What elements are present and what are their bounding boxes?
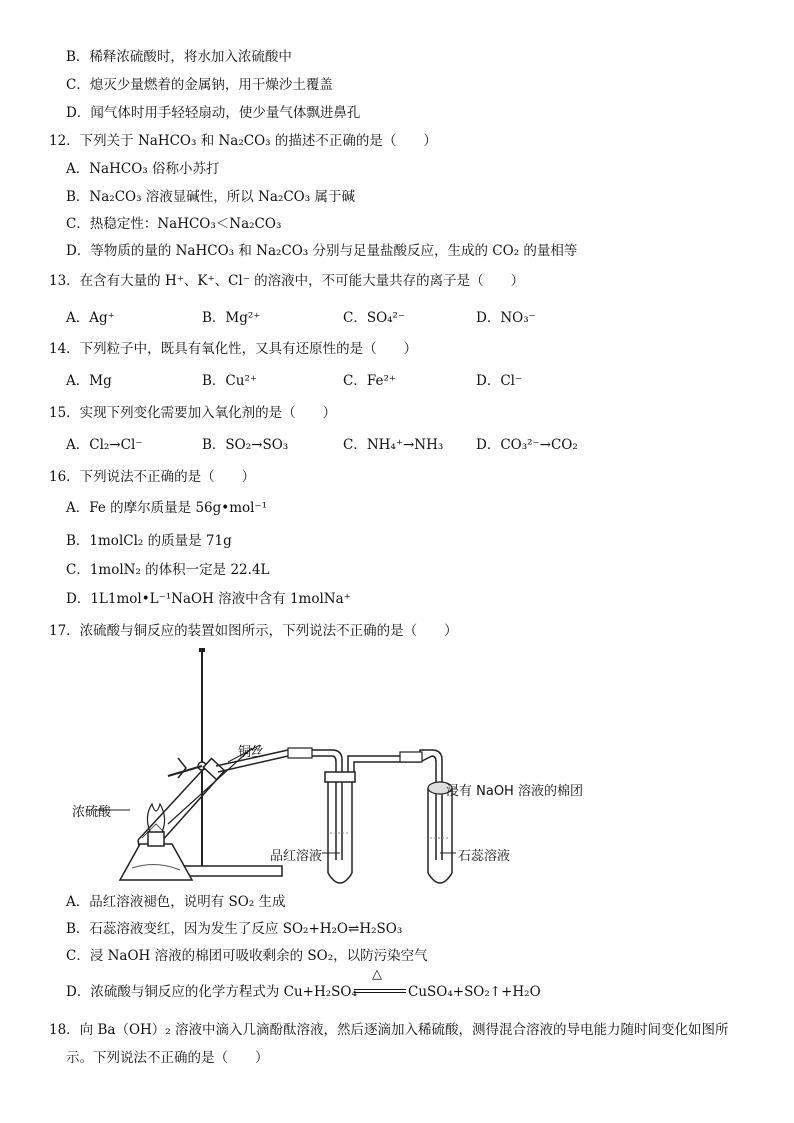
alcohol-lamp xyxy=(120,804,192,880)
label-copper-wire: 铜丝 xyxy=(238,745,265,760)
label-magenta: 品红溶液 xyxy=(270,849,323,864)
text-line-q18b: 示。下列说法不正确的是（ ） xyxy=(66,1050,269,1066)
text-line-q15: 15．实现下列变化需要加入氧化剂的是（ ） xyxy=(49,405,337,421)
text-line-q12c: C．热稳定性：NaHCO₃＜Na₂CO₃ xyxy=(66,216,282,232)
q15opts-option-2: C．NH₄⁺→NH₃ xyxy=(343,437,444,453)
experiment-apparatus-diagram xyxy=(60,648,620,893)
q14opts-option-0: A．Mg xyxy=(66,373,112,389)
text-line-q16a: A．Fe 的摩尔质量是 56g•mol⁻¹ xyxy=(66,500,268,516)
text-line-q12: 12．下列关于 NaHCO₃ 和 Na₂CO₃ 的描述不正确的是（ ） xyxy=(49,133,437,149)
stand-base xyxy=(178,866,282,876)
text-line-q17c: C．浸 NaOH 溶液的棉团可吸收剩余的 SO₂，以防污染空气 xyxy=(66,948,428,964)
q13opts-option-3: D．NO₃⁻ xyxy=(476,310,536,326)
magenta-test-tube xyxy=(325,772,355,883)
text-line-q12a: A．NaHCO₃ 俗称小苏打 xyxy=(66,161,220,177)
label-cotton: 浸有 NaOH 溶液的棉团 xyxy=(446,784,583,799)
q14opts-option-2: C．Fe²⁺ xyxy=(343,373,396,389)
q13opts-option-0: A．Ag⁺ xyxy=(66,310,115,326)
q15opts-option-3: D．CO₃²⁻→CO₂ xyxy=(476,437,578,453)
q14opts-option-1: B．Cu²⁺ xyxy=(202,373,257,389)
q17d-prefix: D．浓硫酸与铜反应的化学方程式为 Cu+H₂SO₄ xyxy=(66,984,357,1000)
text-line-q16c: C．1molN₂ 的体积一定是 22.4L xyxy=(66,562,270,578)
label-litmus: 石蕊溶液 xyxy=(458,849,511,864)
q17d-products: CuSO₄+SO₂↑+H₂O xyxy=(408,984,541,1000)
text-line-q17: 17．浓硫酸与铜反应的装置如图所示，下列说法不正确的是（ ） xyxy=(49,623,458,639)
q14opts-option-3: D．Cl⁻ xyxy=(476,373,523,389)
text-line-q12d: D．等物质的量的 NaHCO₃ 和 Na₂CO₃ 分别与足量盐酸反应，生成的 CO₂ 的量相等 xyxy=(66,243,578,259)
text-line-q11d: D．闻气体时用手轻轻扇动，使少量气体飘进鼻孔 xyxy=(66,105,361,121)
q13opts-option-2: C．SO₄²⁻ xyxy=(343,310,406,326)
text-line-q16b: B．1molCl₂ 的质量是 71g xyxy=(66,533,232,549)
text-line-q17a: A．品红溶液褪色，说明有 SO₂ 生成 xyxy=(66,894,286,910)
label-conc-acid: 浓硫酸 xyxy=(72,805,112,820)
q17-option-d xyxy=(66,983,357,1001)
q15opts-option-1: B．SO₂→SO₃ xyxy=(202,437,289,453)
text-line-q16d: D．1L1mol•L⁻¹NaOH 溶液中含有 1molNa⁺ xyxy=(66,591,351,607)
text-line-q11b: B．稀释浓硫酸时，将水加入浓硫酸中 xyxy=(66,49,292,65)
text-line-q17b: B．石蕊溶液变红，因为发生了反应 SO₂+H₂O⇌H₂SO₃ xyxy=(66,921,403,937)
text-line-q11c: C．熄灭少量燃着的金属钠，用干燥沙土覆盖 xyxy=(66,77,333,93)
q13opts-option-1: B．Mg²⁺ xyxy=(202,310,261,326)
text-line-q12b: B．Na₂CO₃ 溶液显碱性，所以 Na₂CO₃ 属于碱 xyxy=(66,189,355,205)
text-line-q13: 13．在含有大量的 H⁺、K⁺、Cl⁻ 的溶液中，不可能大量共存的离子是（ ） xyxy=(49,273,525,289)
text-line-q18: 18．向 Ba（OH）₂ 溶液中滴入几滴酚酞溶液，然后逐滴加入稀硫酸，测得混合溶液的导电能力随时间变化如图所 xyxy=(49,1022,729,1038)
q15opts-option-0: A．Cl₂→Cl⁻ xyxy=(66,437,143,453)
equation-double-line xyxy=(354,989,406,990)
text-line-q14: 14．下列粒子中，既具有氧化性，又具有还原性的是（ ） xyxy=(49,341,418,357)
text-line-q16: 16．下列说法不正确的是（ ） xyxy=(49,469,256,485)
heat-condition-icon: △ xyxy=(372,967,382,982)
